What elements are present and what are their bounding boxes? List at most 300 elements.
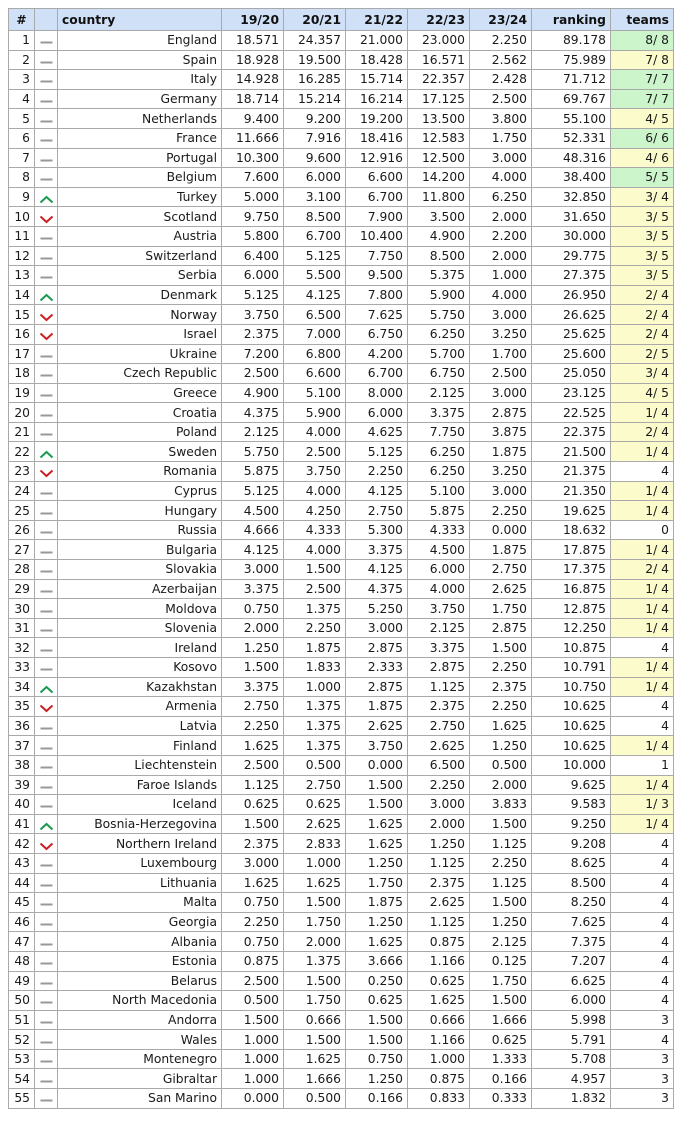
- score-20-21-cell: 0.666: [284, 1010, 346, 1030]
- ranking-cell: 1.832: [532, 1089, 611, 1109]
- score-21-22-cell: 0.000: [346, 755, 408, 775]
- table-row: [9, 207, 674, 227]
- score-22-23-cell: 1.250: [408, 834, 470, 854]
- dash-icon: [39, 761, 54, 770]
- country-cell: Estonia: [58, 951, 222, 971]
- country-cell: Spain: [58, 50, 222, 70]
- rank-cell: 26: [9, 520, 35, 540]
- score-22-23-cell: 0.875: [408, 932, 470, 952]
- score-19-20-cell: 2.250: [222, 716, 284, 736]
- teams-cell: 7/ 8: [611, 50, 674, 70]
- score-22-23-cell: 1.625: [408, 991, 470, 1011]
- score-22-23-cell: 0.666: [408, 1010, 470, 1030]
- teams-cell: 1/ 4: [611, 658, 674, 678]
- score-19-20-cell: 6.000: [222, 266, 284, 286]
- score-22-23-cell: 2.625: [408, 893, 470, 913]
- teams-cell: 0: [611, 520, 674, 540]
- score-21-22-cell: 2.875: [346, 638, 408, 658]
- ranking-cell: 26.950: [532, 285, 611, 305]
- country-cell: Armenia: [58, 697, 222, 717]
- teams-cell: 3: [611, 1049, 674, 1069]
- score-22-23-cell: 5.900: [408, 285, 470, 305]
- score-23-24-cell: 1.125: [470, 834, 532, 854]
- score-21-22-cell: 1.750: [346, 873, 408, 893]
- change-cell: [35, 579, 58, 599]
- score-20-21-cell: 2.500: [284, 442, 346, 462]
- ranking-cell: 19.625: [532, 501, 611, 521]
- rank-cell: 39: [9, 775, 35, 795]
- country-cell: Italy: [58, 70, 222, 90]
- score-21-22-cell: 1.250: [346, 853, 408, 873]
- country-cell: Slovakia: [58, 560, 222, 580]
- score-23-24-cell: 3.875: [470, 422, 532, 442]
- score-19-20-cell: 2.750: [222, 697, 284, 717]
- ranking-cell: 26.625: [532, 305, 611, 325]
- dash-icon: [39, 115, 54, 124]
- change-cell: [35, 716, 58, 736]
- arrow-up-icon: [39, 820, 54, 829]
- score-20-21-cell: 2.500: [284, 579, 346, 599]
- teams-cell: 4: [611, 716, 674, 736]
- rank-cell: 2: [9, 50, 35, 70]
- rank-cell: 12: [9, 246, 35, 266]
- score-23-24-cell: 1.333: [470, 1049, 532, 1069]
- score-23-24-cell: 2.250: [470, 853, 532, 873]
- arrow-up-icon: [39, 448, 54, 457]
- teams-cell: 4: [611, 991, 674, 1011]
- score-20-21-cell: 4.000: [284, 422, 346, 442]
- dash-icon: [39, 271, 54, 280]
- score-19-20-cell: 0.000: [222, 1089, 284, 1109]
- change-cell: [35, 128, 58, 148]
- score-22-23-cell: 22.357: [408, 70, 470, 90]
- change-cell: [35, 422, 58, 442]
- country-cell: Northern Ireland: [58, 834, 222, 854]
- country-cell: Bosnia-Herzegovina: [58, 814, 222, 834]
- score-20-21-cell: 7.916: [284, 128, 346, 148]
- change-cell: [35, 1089, 58, 1109]
- score-20-21-cell: 4.250: [284, 501, 346, 521]
- change-cell: [35, 736, 58, 756]
- score-23-24-cell: 3.833: [470, 795, 532, 815]
- change-cell: [35, 1049, 58, 1069]
- score-19-20-cell: 1.500: [222, 1010, 284, 1030]
- teams-cell: 1/ 4: [611, 618, 674, 638]
- score-22-23-cell: 1.125: [408, 853, 470, 873]
- change-cell: [35, 481, 58, 501]
- ranking-cell: 52.331: [532, 128, 611, 148]
- rank-cell: 29: [9, 579, 35, 599]
- table-body: [9, 31, 674, 1109]
- teams-cell: 6/ 6: [611, 128, 674, 148]
- country-cell: Ireland: [58, 638, 222, 658]
- score-19-20-cell: 18.571: [222, 31, 284, 51]
- dash-icon: [39, 1055, 54, 1064]
- change-cell: [35, 207, 58, 227]
- col-header-change: [35, 9, 58, 31]
- ranking-cell: 8.500: [532, 873, 611, 893]
- dash-icon: [39, 1075, 54, 1084]
- ranking-cell: 22.525: [532, 403, 611, 423]
- score-23-24-cell: 1.500: [470, 893, 532, 913]
- change-cell: [35, 383, 58, 403]
- table-row: [9, 31, 674, 51]
- teams-cell: 3/ 5: [611, 207, 674, 227]
- rank-cell: 50: [9, 991, 35, 1011]
- change-cell: [35, 1010, 58, 1030]
- table-row: [9, 364, 674, 384]
- score-22-23-cell: 5.750: [408, 305, 470, 325]
- arrow-up-icon: [39, 193, 54, 202]
- dash-icon: [39, 800, 54, 809]
- score-23-24-cell: 1.750: [470, 971, 532, 991]
- score-20-21-cell: 2.000: [284, 932, 346, 952]
- arrow-down-icon: [39, 330, 54, 339]
- ranking-cell: 10.875: [532, 638, 611, 658]
- change-cell: [35, 1030, 58, 1050]
- rank-cell: 45: [9, 893, 35, 913]
- country-cell: France: [58, 128, 222, 148]
- change-cell: [35, 834, 58, 854]
- table-row: [9, 1089, 674, 1109]
- dash-icon: [39, 428, 54, 437]
- ranking-cell: 16.875: [532, 579, 611, 599]
- score-19-20-cell: 1.125: [222, 775, 284, 795]
- table-row: [9, 168, 674, 188]
- teams-cell: 1/ 3: [611, 795, 674, 815]
- score-19-20-cell: 5.125: [222, 285, 284, 305]
- dash-icon: [39, 95, 54, 104]
- teams-cell: 4: [611, 893, 674, 913]
- teams-cell: 2/ 4: [611, 422, 674, 442]
- col-header-country[interactable]: country: [58, 9, 222, 31]
- change-cell: [35, 971, 58, 991]
- teams-cell: 3/ 5: [611, 266, 674, 286]
- score-22-23-cell: 4.333: [408, 520, 470, 540]
- score-22-23-cell: 4.000: [408, 579, 470, 599]
- score-19-20-cell: 2.500: [222, 364, 284, 384]
- rank-cell: 31: [9, 618, 35, 638]
- score-21-22-cell: 6.000: [346, 403, 408, 423]
- ranking-cell: 7.375: [532, 932, 611, 952]
- score-19-20-cell: 1.625: [222, 736, 284, 756]
- table-row: [9, 70, 674, 90]
- score-21-22-cell: 3.000: [346, 618, 408, 638]
- score-23-24-cell: 0.000: [470, 520, 532, 540]
- score-19-20-cell: 11.666: [222, 128, 284, 148]
- table-row: [9, 285, 674, 305]
- score-21-22-cell: 5.250: [346, 599, 408, 619]
- table-row: [9, 599, 674, 619]
- arrow-up-icon: [39, 291, 54, 300]
- change-cell: [35, 442, 58, 462]
- rank-cell: 36: [9, 716, 35, 736]
- teams-cell: 4: [611, 951, 674, 971]
- rank-cell: 54: [9, 1069, 35, 1089]
- col-header-teams[interactable]: teams: [611, 9, 674, 31]
- table-row: [9, 697, 674, 717]
- score-21-22-cell: 18.428: [346, 50, 408, 70]
- dash-icon: [39, 663, 54, 672]
- country-cell: Romania: [58, 462, 222, 482]
- score-19-20-cell: 0.750: [222, 893, 284, 913]
- score-20-21-cell: 6.000: [284, 168, 346, 188]
- dash-icon: [39, 1016, 54, 1025]
- ranking-cell: 4.957: [532, 1069, 611, 1089]
- score-23-24-cell: 1.700: [470, 344, 532, 364]
- score-19-20-cell: 0.875: [222, 951, 284, 971]
- score-23-24-cell: 2.250: [470, 697, 532, 717]
- score-23-24-cell: 6.250: [470, 187, 532, 207]
- table-row: [9, 501, 674, 521]
- score-21-22-cell: 1.250: [346, 912, 408, 932]
- rank-cell: 18: [9, 364, 35, 384]
- score-22-23-cell: 2.000: [408, 814, 470, 834]
- teams-cell: 1/ 4: [611, 481, 674, 501]
- table-row: [9, 912, 674, 932]
- ranking-cell: 25.625: [532, 324, 611, 344]
- ranking-cell: 10.625: [532, 697, 611, 717]
- teams-cell: 7/ 7: [611, 70, 674, 90]
- score-23-24-cell: 2.000: [470, 207, 532, 227]
- rank-cell: 10: [9, 207, 35, 227]
- col-header-20-21[interactable]: 20/21: [284, 9, 346, 31]
- score-21-22-cell: 1.625: [346, 814, 408, 834]
- rank-cell: 24: [9, 481, 35, 501]
- score-21-22-cell: 16.214: [346, 89, 408, 109]
- score-23-24-cell: 2.375: [470, 677, 532, 697]
- table-row: [9, 540, 674, 560]
- change-cell: [35, 305, 58, 325]
- ranking-cell: 10.625: [532, 736, 611, 756]
- arrow-up-icon: [39, 683, 54, 692]
- score-19-20-cell: 3.750: [222, 305, 284, 325]
- rank-cell: 7: [9, 148, 35, 168]
- score-22-23-cell: 2.625: [408, 736, 470, 756]
- country-cell: Portugal: [58, 148, 222, 168]
- col-header-rank[interactable]: #: [9, 9, 35, 31]
- score-20-21-cell: 8.500: [284, 207, 346, 227]
- score-21-22-cell: 4.125: [346, 481, 408, 501]
- score-22-23-cell: 12.500: [408, 148, 470, 168]
- ranking-cell: 17.375: [532, 560, 611, 580]
- score-22-23-cell: 0.833: [408, 1089, 470, 1109]
- score-21-22-cell: 7.625: [346, 305, 408, 325]
- score-21-22-cell: 18.416: [346, 128, 408, 148]
- country-cell: Wales: [58, 1030, 222, 1050]
- score-23-24-cell: 0.166: [470, 1069, 532, 1089]
- table-row: [9, 1030, 674, 1050]
- table-row: [9, 677, 674, 697]
- score-20-21-cell: 1.500: [284, 560, 346, 580]
- score-23-24-cell: 2.500: [470, 364, 532, 384]
- country-cell: San Marino: [58, 1089, 222, 1109]
- score-22-23-cell: 2.750: [408, 716, 470, 736]
- dash-icon: [39, 507, 54, 516]
- score-21-22-cell: 1.500: [346, 1030, 408, 1050]
- rank-cell: 13: [9, 266, 35, 286]
- score-19-20-cell: 1.000: [222, 1049, 284, 1069]
- score-21-22-cell: 0.625: [346, 991, 408, 1011]
- score-21-22-cell: 2.875: [346, 677, 408, 697]
- score-21-22-cell: 0.166: [346, 1089, 408, 1109]
- country-cell: Liechtenstein: [58, 755, 222, 775]
- rank-cell: 34: [9, 677, 35, 697]
- teams-cell: 3/ 4: [611, 364, 674, 384]
- country-cell: Slovenia: [58, 618, 222, 638]
- dash-icon: [39, 977, 54, 986]
- change-cell: [35, 677, 58, 697]
- ranking-cell: 5.708: [532, 1049, 611, 1069]
- change-cell: [35, 599, 58, 619]
- ranking-cell: 32.850: [532, 187, 611, 207]
- score-22-23-cell: 14.200: [408, 168, 470, 188]
- table-row: [9, 991, 674, 1011]
- score-19-20-cell: 2.375: [222, 834, 284, 854]
- col-header-19-20[interactable]: 19/20: [222, 9, 284, 31]
- country-cell: Belarus: [58, 971, 222, 991]
- score-19-20-cell: 7.200: [222, 344, 284, 364]
- ranking-cell: 9.208: [532, 834, 611, 854]
- table-row: [9, 246, 674, 266]
- change-cell: [35, 266, 58, 286]
- table-row: [9, 579, 674, 599]
- score-21-22-cell: 7.750: [346, 246, 408, 266]
- rank-cell: 23: [9, 462, 35, 482]
- score-22-23-cell: 5.875: [408, 501, 470, 521]
- score-19-20-cell: 1.000: [222, 1030, 284, 1050]
- country-cell: Denmark: [58, 285, 222, 305]
- rank-cell: 6: [9, 128, 35, 148]
- dash-icon: [39, 859, 54, 868]
- score-22-23-cell: 1.000: [408, 1049, 470, 1069]
- country-cell: Albania: [58, 932, 222, 952]
- rank-cell: 49: [9, 971, 35, 991]
- ranking-cell: 25.600: [532, 344, 611, 364]
- score-22-23-cell: 2.875: [408, 658, 470, 678]
- dash-icon: [39, 546, 54, 555]
- score-20-21-cell: 5.500: [284, 266, 346, 286]
- score-20-21-cell: 6.600: [284, 364, 346, 384]
- table-row: [9, 814, 674, 834]
- score-23-24-cell: 2.000: [470, 246, 532, 266]
- country-cell: Finland: [58, 736, 222, 756]
- dash-icon: [39, 75, 54, 84]
- dash-icon: [39, 1094, 54, 1103]
- table-row: [9, 951, 674, 971]
- teams-cell: 4: [611, 932, 674, 952]
- ranking-cell: 55.100: [532, 109, 611, 129]
- score-20-21-cell: 1.000: [284, 853, 346, 873]
- score-21-22-cell: 3.666: [346, 951, 408, 971]
- score-23-24-cell: 2.625: [470, 579, 532, 599]
- rank-cell: 28: [9, 560, 35, 580]
- ranking-cell: 7.625: [532, 912, 611, 932]
- col-header-23-24[interactable]: 23/24: [470, 9, 532, 31]
- score-22-23-cell: 3.375: [408, 638, 470, 658]
- score-22-23-cell: 6.000: [408, 560, 470, 580]
- change-cell: [35, 246, 58, 266]
- table-row: [9, 305, 674, 325]
- score-22-23-cell: 6.250: [408, 442, 470, 462]
- country-cell: Israel: [58, 324, 222, 344]
- country-cell: Kosovo: [58, 658, 222, 678]
- score-20-21-cell: 4.000: [284, 540, 346, 560]
- ranking-cell: 10.000: [532, 755, 611, 775]
- ranking-cell: 9.583: [532, 795, 611, 815]
- col-header-21-22[interactable]: 21/22: [346, 9, 408, 31]
- table-row: [9, 893, 674, 913]
- score-23-24-cell: 2.562: [470, 50, 532, 70]
- score-21-22-cell: 10.400: [346, 226, 408, 246]
- col-header-22-23[interactable]: 22/23: [408, 9, 470, 31]
- teams-cell: 4: [611, 873, 674, 893]
- teams-cell: 1/ 4: [611, 442, 674, 462]
- score-20-21-cell: 1.666: [284, 1069, 346, 1089]
- ranking-cell: 18.632: [532, 520, 611, 540]
- table-row: [9, 109, 674, 129]
- teams-cell: 1/ 4: [611, 775, 674, 795]
- score-21-22-cell: 8.000: [346, 383, 408, 403]
- ranking-cell: 21.350: [532, 481, 611, 501]
- score-20-21-cell: 0.500: [284, 1089, 346, 1109]
- score-20-21-cell: 1.375: [284, 736, 346, 756]
- score-20-21-cell: 4.000: [284, 481, 346, 501]
- score-19-20-cell: 5.000: [222, 187, 284, 207]
- teams-cell: 3/ 5: [611, 226, 674, 246]
- score-23-24-cell: 0.625: [470, 1030, 532, 1050]
- score-21-22-cell: 1.875: [346, 697, 408, 717]
- country-cell: Austria: [58, 226, 222, 246]
- country-cell: Czech Republic: [58, 364, 222, 384]
- change-cell: [35, 991, 58, 1011]
- table-row: [9, 716, 674, 736]
- score-21-22-cell: 1.500: [346, 1010, 408, 1030]
- country-cell: Faroe Islands: [58, 775, 222, 795]
- table-row: [9, 50, 674, 70]
- score-23-24-cell: 1.500: [470, 638, 532, 658]
- score-23-24-cell: 2.250: [470, 658, 532, 678]
- rank-cell: 15: [9, 305, 35, 325]
- ranking-cell: 8.625: [532, 853, 611, 873]
- table-row: [9, 775, 674, 795]
- rank-cell: 27: [9, 540, 35, 560]
- col-header-ranking[interactable]: ranking: [532, 9, 611, 31]
- score-22-23-cell: 4.900: [408, 226, 470, 246]
- score-23-24-cell: 1.250: [470, 912, 532, 932]
- score-20-21-cell: 1.750: [284, 912, 346, 932]
- table-row: [9, 324, 674, 344]
- score-21-22-cell: 2.250: [346, 462, 408, 482]
- score-19-20-cell: 4.666: [222, 520, 284, 540]
- score-20-21-cell: 4.125: [284, 285, 346, 305]
- score-21-22-cell: 1.500: [346, 795, 408, 815]
- rank-cell: 30: [9, 599, 35, 619]
- rank-cell: 8: [9, 168, 35, 188]
- change-cell: [35, 403, 58, 423]
- score-21-22-cell: 6.750: [346, 324, 408, 344]
- country-cell: Poland: [58, 422, 222, 442]
- teams-cell: 3/ 4: [611, 187, 674, 207]
- score-21-22-cell: 9.500: [346, 266, 408, 286]
- country-cell: Germany: [58, 89, 222, 109]
- ranking-cell: 9.625: [532, 775, 611, 795]
- country-cell: Gibraltar: [58, 1069, 222, 1089]
- teams-cell: 4: [611, 853, 674, 873]
- dash-icon: [39, 252, 54, 261]
- rank-cell: 4: [9, 89, 35, 109]
- score-23-24-cell: 2.200: [470, 226, 532, 246]
